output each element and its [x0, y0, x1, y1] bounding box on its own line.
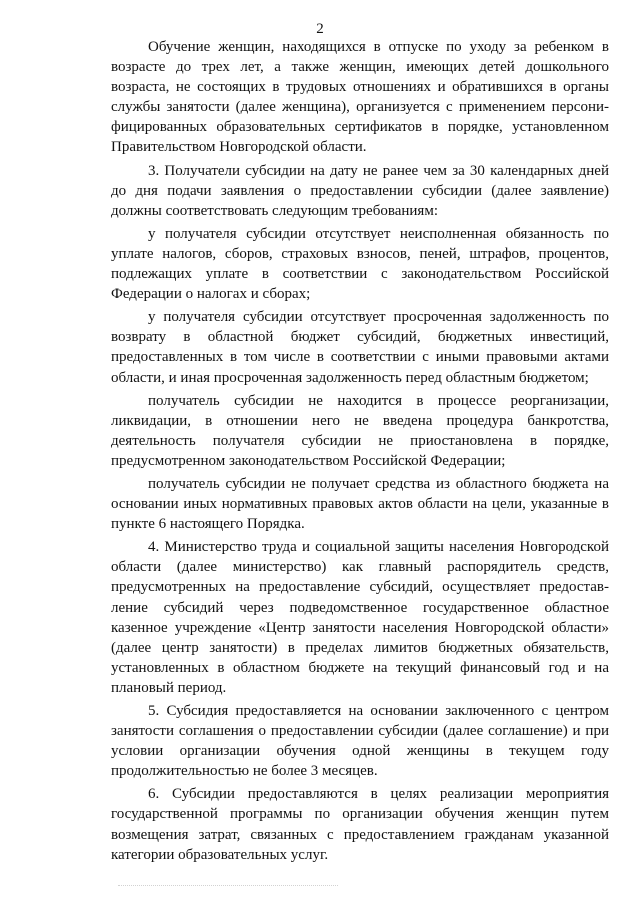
- paragraph-women-training: Обучение женщин, находящихся в отпуске по уходу за ребенком в возрасте до трех лет, а также женщин, имеющих детей дошкольного возраста, не состоящих в трудовых отношениях и обратившихся в органы службы занятости (далее женщина), организуется с применением персонифицированных образовательных сертификатов в порядке, установленном Правительством Новгородской области.: [111, 39, 609, 156]
- paragraph-requirement-reorganization: получатель субсидии не находится в процессе реорганизации, ликвидации, в отношении него не введена процедура банкротства, деятельность получателя субсидии не приостановлена в порядке, предусмотренном законодательством Российской Федерации;: [111, 392, 609, 469]
- paragraph-item-6: 6. Субсидии предоставляются в целях реализации мероприятия государственной программы по организации обучения женщин путем возмещения затрат, связанных с предоставлением гражданам указанной категории образовательных услуг.: [111, 786, 609, 863]
- paragraph-requirement-other-funds: получатель субсидии не получает средства из областного бюджета на основании иных нормативных правовых актов области на цели, указанные в пункте 6 настоящего Порядка.: [111, 475, 609, 533]
- scan-footer-mark: [118, 885, 338, 892]
- paragraph-requirement-debt: у получателя субсидии отсутствует просроченная задолженность по возврату в областной бюджет субсидий, бюджетных инвестиций, предоставленных в том числе в соответствии с иными правовыми актами области, и иная просроченная задолженность перед областным бюджетом;: [111, 309, 609, 386]
- paragraph-requirement-taxes: у получателя субсидии отсутствует неисполненная обязанность по уплате налогов, сборов, страховых взносов, пеней, штрафов, процентов, подлежащих уплате в соответствии с законодательством Российской Федерации о налогах и сборах;: [111, 225, 609, 303]
- paragraph-item-4: 4. Министерство труда и социальной защиты населения Новгородской области (далее министерство) как главный распорядитель средств, предусмотренных на предоставление субсидий, осуществляет предоставление субсидий через подведомственное государственное областное казенное учреждение «Центр занятости населения Новгородской области» (далее центр занятости) в пределах лимитов бюджетных обязательств, установленных в областном бюджете на текущий финансовый год и на плановый период.: [111, 539, 609, 696]
- paragraph-item-3: 3. Получатели субсидии на дату не ранее чем за 30 календарных дней до дня подачи заявления о предоставлении субсидии (далее заявление) должны соответствовать следующим требованиям:: [111, 162, 609, 219]
- page-number: 2: [316, 21, 324, 37]
- document-body: [111, 37, 609, 868]
- paragraph-item-5: 5. Субсидия предоставляется на основании заключенного с центром занятости соглашения о предоставлении субсидии (далее соглашение) и при условии организации обучения одной женщины в текущем году продолжительностью не более 3 месяцев.: [111, 703, 609, 780]
